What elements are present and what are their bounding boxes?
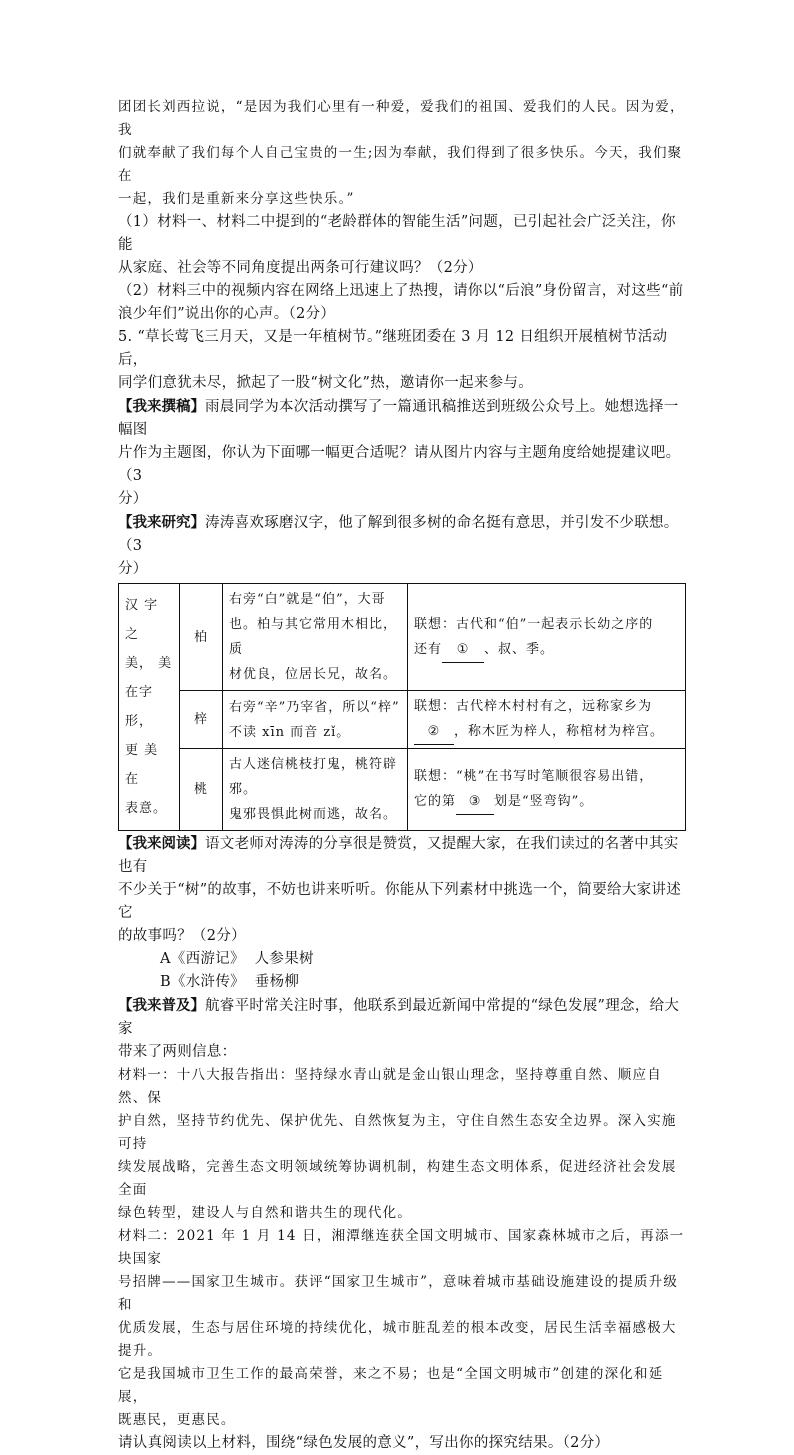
table-char-cell: 柏 (180, 584, 223, 691)
table-row (119, 691, 686, 749)
material-2-line: 既惠民，更惠民。 (118, 1412, 236, 1428)
table-desc-cell: 右旁“辛”乃宰省，所以“梓” 不读 xīn 而音 zǐ。 (223, 691, 408, 749)
table-assoc-cell: 联想：“桃”在书写时笔顺很容易出错， 它的第 ③ 划是“竖弯钩”。 (408, 749, 686, 831)
table-char-cell: 桃 (180, 749, 223, 831)
section-write-line: 分） (118, 491, 148, 507)
table-char-cell: 梓 (180, 691, 223, 749)
answer-blank[interactable]: ③ (456, 789, 494, 815)
section-popular-line: 【我来普及】航睿平时常关注时事，他联系到最近新闻中常提的“绿色发展”理念，给大家 (118, 997, 680, 1037)
section-read-tag: 【我来阅读】 (118, 835, 205, 852)
question-2-line: 浪少年们”说出你的心声。（2分） (118, 306, 336, 322)
material-1-line: 绿色转型，建设人与自然和谐共生的现代化。 (118, 1205, 412, 1221)
top-paragraph-line: 一起，我们是重新来分享这些快乐。” (118, 191, 355, 207)
section-popular-line: 带来了两则信息： (118, 1044, 237, 1060)
question-1-line: （1）材料一、材料二中提到的“老龄群体的智能生活”问题，已引起社会广泛关注，你能 (118, 214, 676, 253)
section-research-line: 【我来研究】涛涛喜欢琢磨汉字，他了解到很多树的命名挺有意思，并引发不少联想。（3 (118, 514, 679, 554)
section-write-line: 【我来撰稿】雨晨同学为本次活动撰写了一篇通讯稿推送到班级公众号上。她想选择一幅图 (118, 398, 679, 438)
section-write-tag: 【我来撰稿】 (118, 398, 205, 415)
question-5-line: 5. “草长莺飞三月天，又是一年植树节。”继班团委在 3 月 12 日组织开展植树节活动后， (118, 329, 668, 368)
section-read-line: 的故事吗？（2分） (118, 928, 246, 944)
material-1-line: 续发展战略，完善生态文明领域统筹协调机制，构建生态文明体系，促进经济社会发展全面 (118, 1159, 677, 1198)
material-1-line: 材料一：十八大报告指出：坚持绿水青山就是金山银山理念，坚持尊重自然、顺应自然、保 (118, 1067, 662, 1106)
section-popular-tag: 【我来普及】 (118, 997, 205, 1014)
answer-blank[interactable]: ② (414, 719, 454, 745)
answer-blank[interactable]: ① (442, 637, 484, 663)
material-2-line: 号招牌——国家卫生城市。获评“国家卫生城市”，意味着城市基础设施建设的提质升级和 (118, 1274, 679, 1313)
material-2-line: 优质发展，生态与居住环境的持续优化，城市脏乱差的根本改变，居民生活幸福感极大提升。 (118, 1320, 677, 1359)
section-read-line: 不少关于“树”的故事，不妨也讲来听听。你能从下列素材中挑选一个，简要给大家讲述它 (118, 882, 682, 921)
table-row (119, 749, 686, 831)
table-intro-cell: 汉 字 之 美， 美 在字形， 更 美 在 表意。 (119, 584, 180, 831)
final-question: 请认真阅读以上材料，围绕“绿色发展的意义”，写出你的探究结果。（2分） (118, 1435, 610, 1451)
question-1-line: 从家庭、社会等不同角度提出两条可行建议吗？（2分） (118, 260, 483, 276)
exam-page (118, 96, 686, 1455)
top-paragraph-line: 们就奉献了我们每个人自己宝贵的一生;因为奉献，我们得到了很多快乐。今天，我们聚在 (118, 145, 683, 184)
section-write-line: 片作为主题图，你认为下面哪一幅更合适呢？请从图片内容与主题角度给她提建议吧。（3 (118, 445, 681, 484)
question-5-line: 同学们意犹未尽，掀起了一股“树文化”热，邀请你一起来参与。 (118, 375, 534, 391)
material-2-line: 它是我国城市卫生工作的最高荣誉，来之不易；也是“全国文明城市”创建的深化和延展， (118, 1366, 664, 1405)
option-b: B《水浒传》 垂杨柳 (160, 974, 300, 990)
character-table (118, 583, 686, 831)
table-desc-cell: 古人迷信桃枝打鬼，桃符辟邪。 鬼邪畏惧此树而逃，故名。 (223, 749, 408, 831)
table-assoc-cell: 联想：古代梓木村村有之，远称家乡为 ② ，称木匠为梓人，称棺材为梓宫。 (408, 691, 686, 749)
material-1-line: 护自然，坚持节约优先、保护优先、自然恢复为主，守住自然生态安全边界。深入实施可持 (118, 1113, 677, 1152)
section-read-line: 【我来阅读】语文老师对涛涛的分享很是赞赏，又提醒大家，在我们读过的名著中其实也有 (118, 835, 679, 875)
section-research-tag: 【我来研究】 (118, 514, 205, 531)
table-assoc-cell: 联想：古代和“伯”一起表示长幼之序的 还有 ① 、叔、季。 (408, 584, 686, 691)
question-2-line: （2）材料三中的视频内容在网络上迅速上了热搜，请你以“后浪”身份留言，对这些“前 (118, 283, 684, 299)
section-research-line: 分） (118, 561, 148, 577)
table-desc-cell: 右旁“白”就是“伯”，大哥 也。柏与其它常用木相比，质 材优良，位居长兄，故名。 (223, 584, 408, 691)
option-a: A《西游记》 人参果树 (160, 951, 314, 967)
material-2-line: 材料二：2021 年 1 月 14 日，湘潭继连获全国文明城市、国家森林城市之后，再添一块国家 (118, 1228, 685, 1267)
top-paragraph-line: 团团长刘西拉说，“是因为我们心里有一种爱，爱我们的祖国、爱我们的人民。因为爱，我 (118, 99, 685, 138)
table-row (119, 584, 686, 691)
